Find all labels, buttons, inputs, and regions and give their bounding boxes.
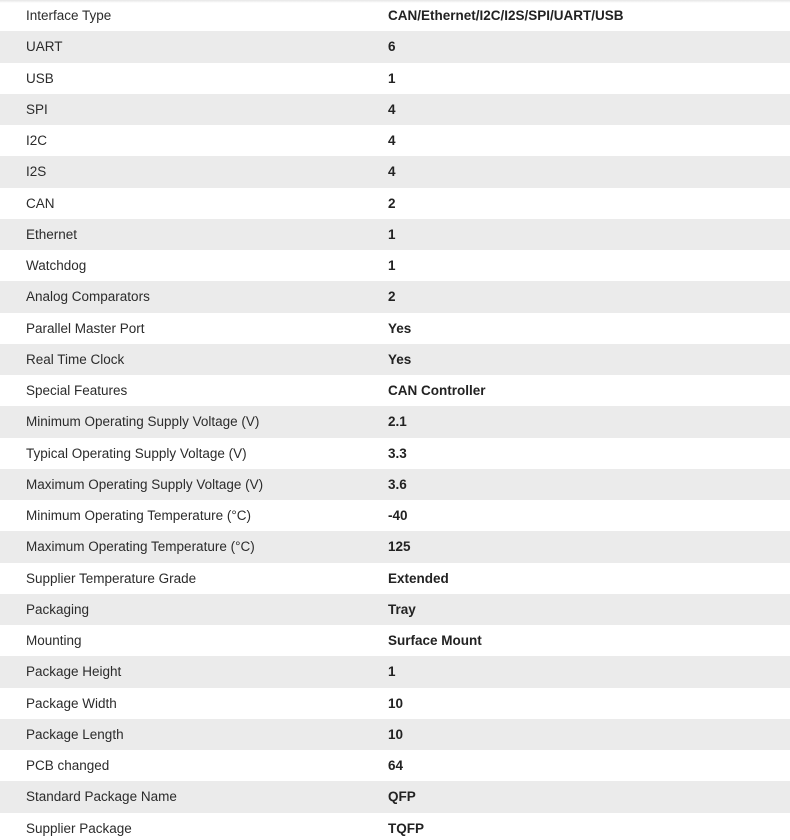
spec-value: Tray	[388, 601, 416, 617]
spec-row	[0, 625, 790, 656]
spec-label: Maximum Operating Supply Voltage (V)	[26, 476, 264, 492]
spec-row	[0, 750, 790, 781]
spec-row	[0, 188, 790, 219]
spec-label: PCB changed	[26, 758, 110, 774]
spec-label: Analog Comparators	[26, 289, 150, 305]
spec-value: Surface Mount	[388, 633, 482, 649]
spec-label: Interface Type	[26, 8, 112, 24]
spec-value: 6	[388, 39, 396, 55]
spec-value: CAN/Ethernet/I2C/I2S/SPI/UART/USB	[388, 8, 624, 24]
spec-value: 1	[388, 226, 396, 242]
spec-row	[0, 63, 790, 94]
spec-value: Yes	[388, 351, 412, 367]
spec-row	[0, 500, 790, 531]
spec-row	[0, 94, 790, 125]
spec-label: Mounting	[26, 633, 82, 649]
spec-row	[0, 31, 790, 62]
spec-row	[0, 406, 790, 437]
spec-value: 2	[388, 289, 396, 305]
spec-label: Minimum Operating Temperature (°C)	[26, 508, 251, 524]
spec-row	[0, 594, 790, 625]
spec-label: Typical Operating Supply Voltage (V)	[26, 445, 247, 461]
spec-label: Minimum Operating Supply Voltage (V)	[26, 414, 260, 430]
spec-value: 2.1	[388, 414, 407, 430]
spec-value: 10	[388, 695, 404, 711]
spec-label: I2S	[26, 164, 47, 180]
spec-value: 125	[388, 539, 411, 555]
spec-label: UART	[26, 39, 63, 55]
spec-value: Extended	[388, 570, 449, 586]
spec-label: Ethernet	[26, 226, 78, 242]
spec-label: Supplier Package	[26, 820, 132, 836]
spec-value: TQFP	[388, 820, 424, 836]
spec-label: Package Length	[26, 726, 124, 742]
spec-row	[0, 250, 790, 281]
spec-value: 1	[388, 664, 396, 680]
spec-value: 4	[388, 133, 396, 149]
top-edge-shadow	[0, 0, 790, 3]
spec-value: 4	[388, 101, 396, 117]
spec-row	[0, 563, 790, 594]
spec-row	[0, 281, 790, 312]
spec-row	[0, 125, 790, 156]
spec-value: 2	[388, 195, 396, 211]
spec-label: Maximum Operating Temperature (°C)	[26, 539, 255, 555]
spec-label: Watchdog	[26, 258, 87, 274]
spec-value: Yes	[388, 320, 412, 336]
spec-row	[0, 156, 790, 187]
spec-row	[0, 438, 790, 469]
spec-label: SPI	[26, 101, 48, 117]
spec-value: 64	[388, 758, 404, 774]
spec-row	[0, 813, 790, 840]
spec-value: 10	[388, 726, 404, 742]
spec-label: USB	[26, 70, 54, 86]
spec-label: Real Time Clock	[26, 351, 125, 367]
spec-label: Package Width	[26, 695, 117, 711]
spec-row	[0, 0, 790, 31]
spec-value: 4	[388, 164, 396, 180]
spec-row	[0, 375, 790, 406]
spec-row	[0, 781, 790, 812]
spec-label: Special Features	[26, 383, 128, 399]
spec-row	[0, 219, 790, 250]
spec-row	[0, 469, 790, 500]
spec-row	[0, 313, 790, 344]
spec-row	[0, 719, 790, 750]
spec-value: 3.3	[388, 445, 407, 461]
spec-label: I2C	[26, 133, 48, 149]
spec-value: 1	[388, 258, 396, 274]
spec-row	[0, 344, 790, 375]
spec-label: Standard Package Name	[26, 789, 177, 805]
spec-label: Supplier Temperature Grade	[26, 570, 197, 586]
spec-value: -40	[388, 508, 408, 524]
spec-value: 1	[388, 70, 396, 86]
spec-label: Package Height	[26, 664, 122, 680]
spec-label: Packaging	[26, 601, 90, 617]
spec-row	[0, 531, 790, 562]
spec-value: CAN Controller	[388, 383, 486, 399]
spec-value: 3.6	[388, 476, 407, 492]
spec-label: CAN	[26, 195, 55, 211]
spec-value: QFP	[388, 789, 416, 805]
spec-row	[0, 688, 790, 719]
spec-row	[0, 656, 790, 687]
spec-label: Parallel Master Port	[26, 320, 145, 336]
